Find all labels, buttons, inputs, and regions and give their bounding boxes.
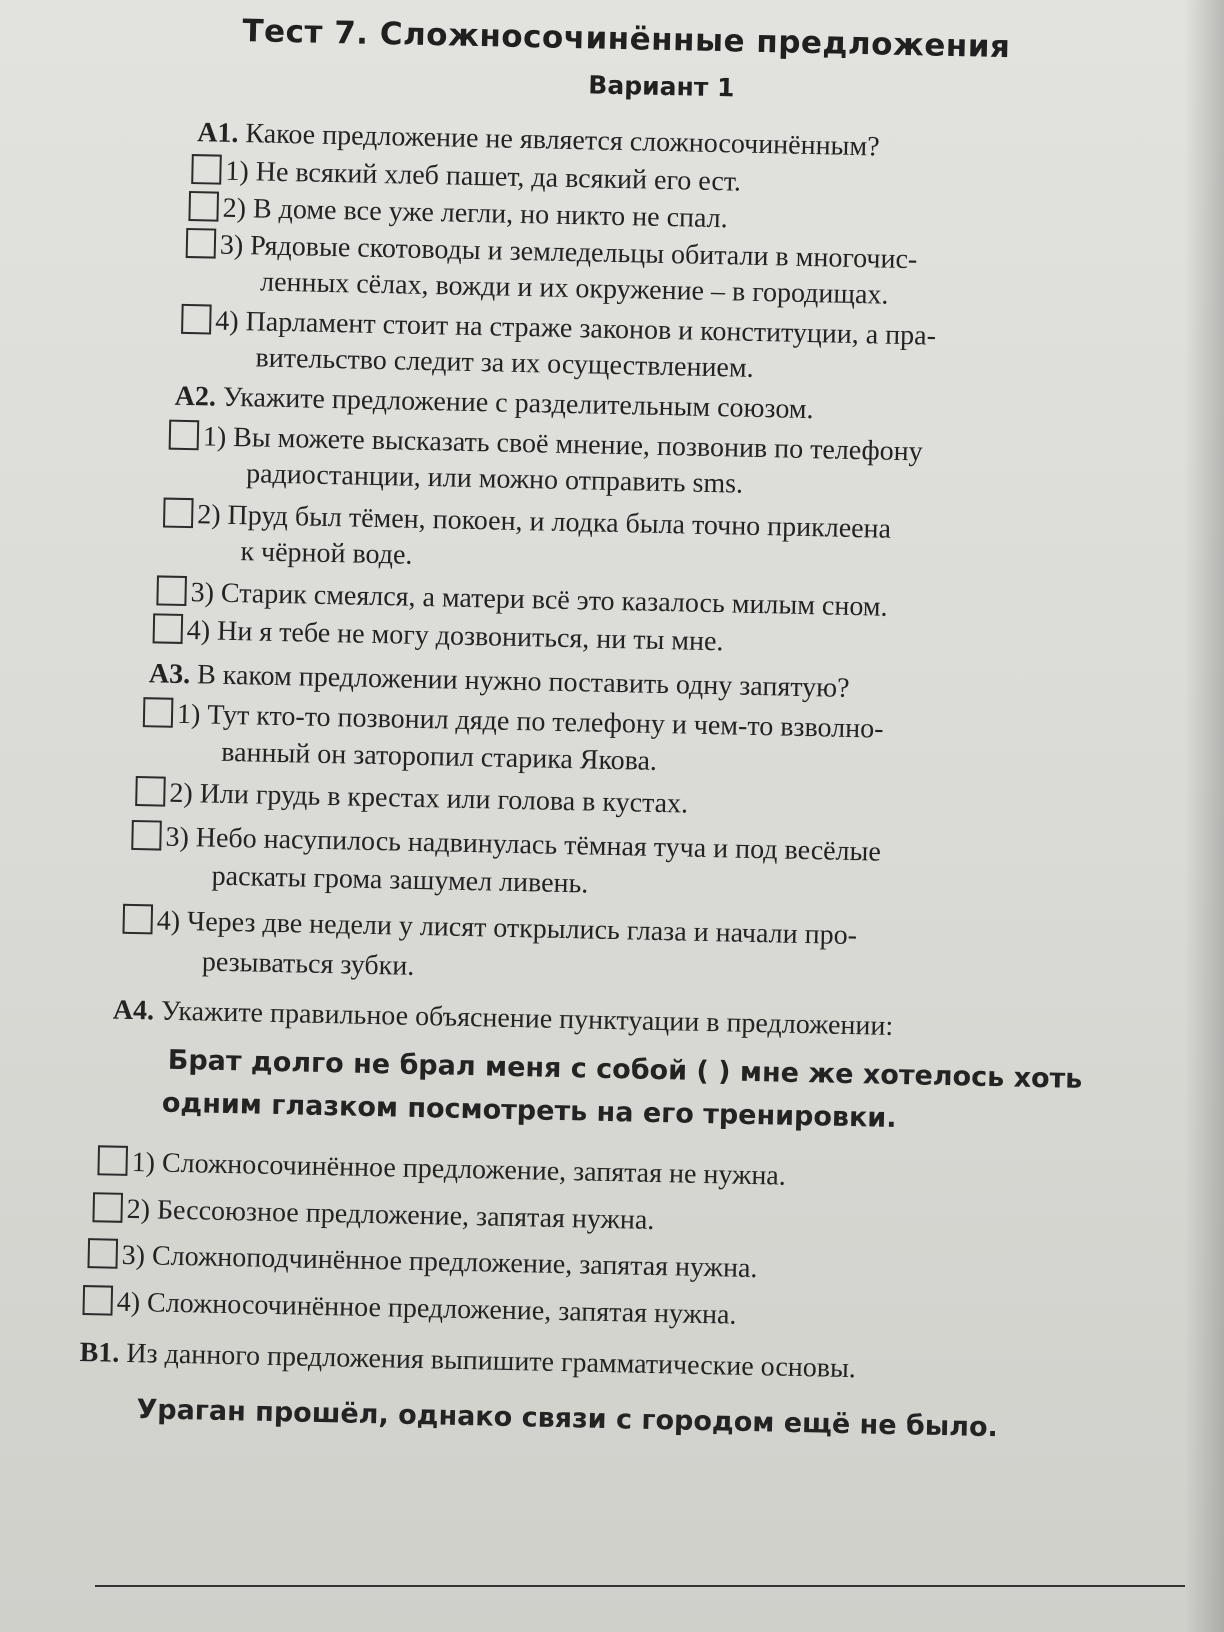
question-a2	[174, 380, 814, 427]
option-a3-4-continuation: резываться зубки.	[201, 946, 415, 982]
option-text: Небо насупилось надвинулась тёмная туча и под весёлые	[195, 822, 882, 868]
answer-write-line[interactable]	[95, 1585, 1185, 1587]
question-number: А2.	[174, 380, 217, 413]
question-number: А1.	[196, 117, 239, 150]
option-number: 1)	[225, 155, 250, 188]
option-number: 1)	[176, 698, 201, 731]
answer-checkbox[interactable]	[135, 776, 166, 807]
a4-example-sentence-line-2: одним глазком посмотреть на его тренировки.	[161, 1087, 897, 1135]
answer-checkbox[interactable]	[82, 1285, 113, 1316]
option-a3-3-continuation: раскаты грома зашумел ливень.	[211, 860, 589, 900]
answer-checkbox[interactable]	[169, 420, 200, 451]
option-number: 3)	[165, 821, 190, 854]
answer-checkbox[interactable]	[186, 228, 217, 259]
option-text: Ни я тебе не могу дозвониться, ни ты мне.	[216, 615, 724, 658]
option-a1-3-continuation: ленных сёлах, вожди и их окружение – в городищах.	[259, 266, 889, 311]
question-text: Какое предложение не является сложносочинённым?	[245, 118, 880, 163]
option-text: В доме все уже легли, но никто не спал.	[252, 193, 729, 235]
option-a4-2	[92, 1192, 654, 1238]
option-text: Бессоюзное предложение, запятая нужна.	[156, 1194, 655, 1236]
option-text: Или грудь в крестах или голова в кустах.	[199, 778, 689, 820]
option-text: Старик смеялся, а матери всё это казалось милым сном.	[220, 577, 888, 623]
option-number: 3)	[121, 1239, 146, 1272]
option-text: Пруд был тёмен, покоен, и лодка была точно приклеена	[227, 499, 892, 545]
option-text: Не всякий хлеб пашет, да всякий его ест.	[255, 156, 742, 198]
question-number: В1.	[79, 1336, 120, 1369]
option-a4-1	[97, 1145, 786, 1193]
answer-checkbox[interactable]	[131, 820, 162, 851]
answer-checkbox[interactable]	[191, 154, 222, 185]
question-text: Укажите предложение с разделительным союзом.	[222, 381, 814, 426]
option-number: 2)	[169, 777, 194, 810]
option-a2-2-continuation: к чёрной воде.	[240, 536, 413, 571]
option-a4-4	[82, 1285, 736, 1333]
option-number: 4)	[156, 905, 181, 937]
question-b1	[79, 1336, 856, 1386]
answer-checkbox[interactable]	[87, 1238, 118, 1269]
option-text: Вы можете высказать своё мнение, позвонив по телефону	[232, 421, 924, 468]
question-text: В каком предложении нужно поставить одну запятую?	[196, 659, 850, 704]
option-number: 4)	[116, 1286, 141, 1319]
question-text: Укажите правильное объяснение пунктуации в предложении:	[160, 995, 894, 1042]
option-a2-4	[152, 613, 723, 659]
answer-checkbox[interactable]	[92, 1192, 123, 1223]
answer-checkbox[interactable]	[143, 697, 174, 728]
option-text: Сложносочинённое предложение, запятая нужна.	[146, 1287, 737, 1331]
option-number: 1)	[131, 1147, 156, 1179]
option-text: Рядовые скотоводы и земледельцы обитали в многочис-	[249, 230, 918, 276]
answer-checkbox[interactable]	[181, 304, 212, 335]
answer-checkbox[interactable]	[153, 613, 184, 644]
answer-checkbox[interactable]	[188, 191, 219, 222]
option-number: 1)	[202, 421, 227, 453]
option-text: Тут кто-то позвонил дяде по телефону и чем-то взволно-	[207, 699, 884, 745]
page-edge-shadow	[1184, 0, 1224, 1632]
answer-checkbox[interactable]	[97, 1145, 128, 1176]
option-number: 2)	[196, 499, 221, 531]
option-a3-1-continuation: ванный он заторопил старика Якова.	[220, 736, 658, 777]
question-number: А4.	[112, 994, 155, 1027]
question-text: Из данного предложения выпишите грамматические основы.	[126, 1337, 857, 1385]
question-number: А3.	[148, 658, 191, 691]
a4-example-sentence-line-1: Брат долго не брал меня с собой ( ) мне же хотелось хоть	[167, 1044, 1083, 1095]
option-number: 4)	[214, 305, 239, 338]
answer-checkbox[interactable]	[163, 498, 194, 529]
variant-label: Вариант 1	[588, 70, 735, 103]
option-number: 2)	[222, 192, 247, 225]
option-text: Через две недели у лисят открылись глаза и начали про-	[186, 906, 858, 952]
option-a2-1-continuation: радиостанции, или можно отправить sms.	[245, 458, 744, 500]
option-number: 3)	[219, 229, 244, 262]
option-a3-2	[135, 776, 688, 822]
option-text: Сложноподчинённое предложение, запятая нужна.	[151, 1240, 758, 1285]
option-number: 3)	[190, 577, 215, 609]
question-a4	[113, 994, 894, 1044]
option-text: Сложносочинённое предложение, запятая не нужна.	[161, 1147, 787, 1192]
option-text: Парламент стоит на страже законов и конституции, а пра-	[245, 306, 937, 352]
option-a4-3	[87, 1238, 757, 1286]
b1-example-sentence: Ураган прошёл, однако связи с городом ещё не было.	[136, 1394, 999, 1444]
option-a1-4-continuation: вительство следит за их осуществлением.	[255, 342, 754, 384]
page-title: Тест 7. Сложносочинённые предложения	[242, 13, 1011, 66]
answer-checkbox[interactable]	[156, 575, 187, 606]
answer-checkbox[interactable]	[122, 904, 153, 935]
option-number: 2)	[126, 1193, 151, 1226]
option-number: 4)	[186, 615, 211, 647]
